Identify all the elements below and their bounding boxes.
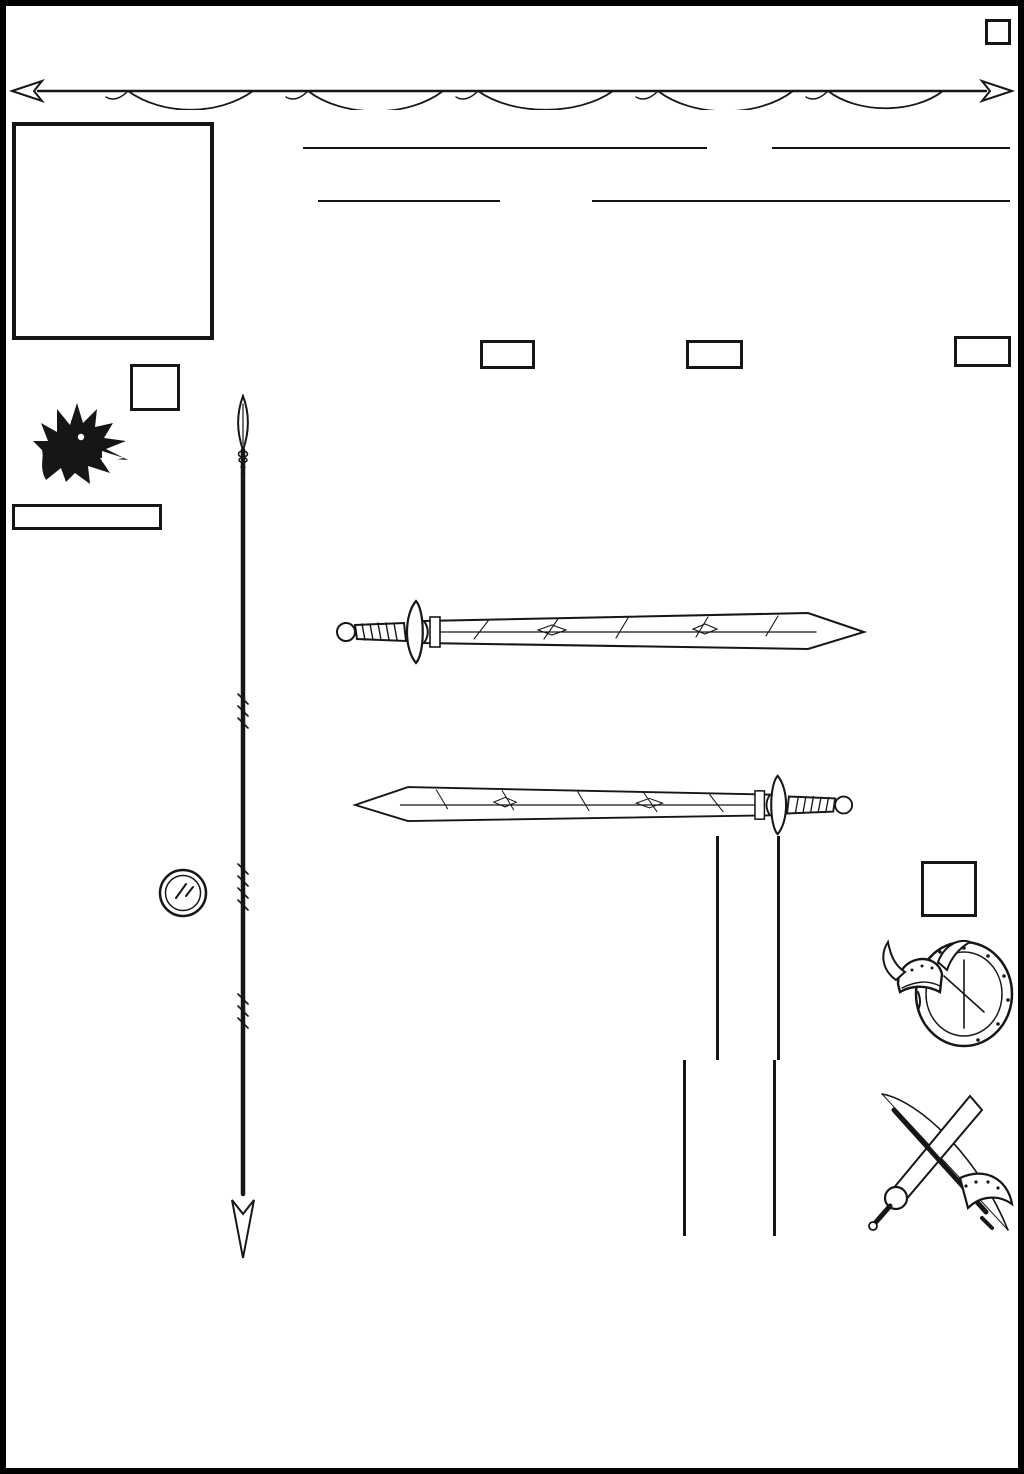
helmet-shield-icon [878,926,1018,1054]
sexe-field-line[interactable] [772,147,1010,149]
magie-psy-box[interactable] [686,340,743,369]
resist-magie-box[interactable] [954,336,1011,367]
nom-field-line[interactable] [303,147,707,149]
coin-icon [156,866,210,920]
crossed-weapons-icon [858,1086,1018,1238]
magie-phys-box[interactable] [480,340,535,369]
armement-divider-2 [773,1060,776,1236]
armures-divider-1 [716,836,719,1060]
niveau-box[interactable] [130,364,180,411]
origine-field-line[interactable] [318,200,500,202]
sword-illustration-bottom [330,772,882,838]
pnj-checkbox[interactable] [985,19,1011,45]
dragon-icon [28,396,128,484]
sword-illustration-top [328,597,868,667]
armures-divider-2 [777,836,780,1060]
xp-box[interactable] [12,504,162,530]
vertical-spear-illustration [226,394,260,1260]
metier-field-line[interactable] [592,200,1010,202]
total-protection-box[interactable] [921,861,977,917]
spear-banner-illustration [8,74,1016,110]
portrait-drawing-area[interactable] [12,122,214,340]
armement-divider-1 [683,1060,686,1236]
